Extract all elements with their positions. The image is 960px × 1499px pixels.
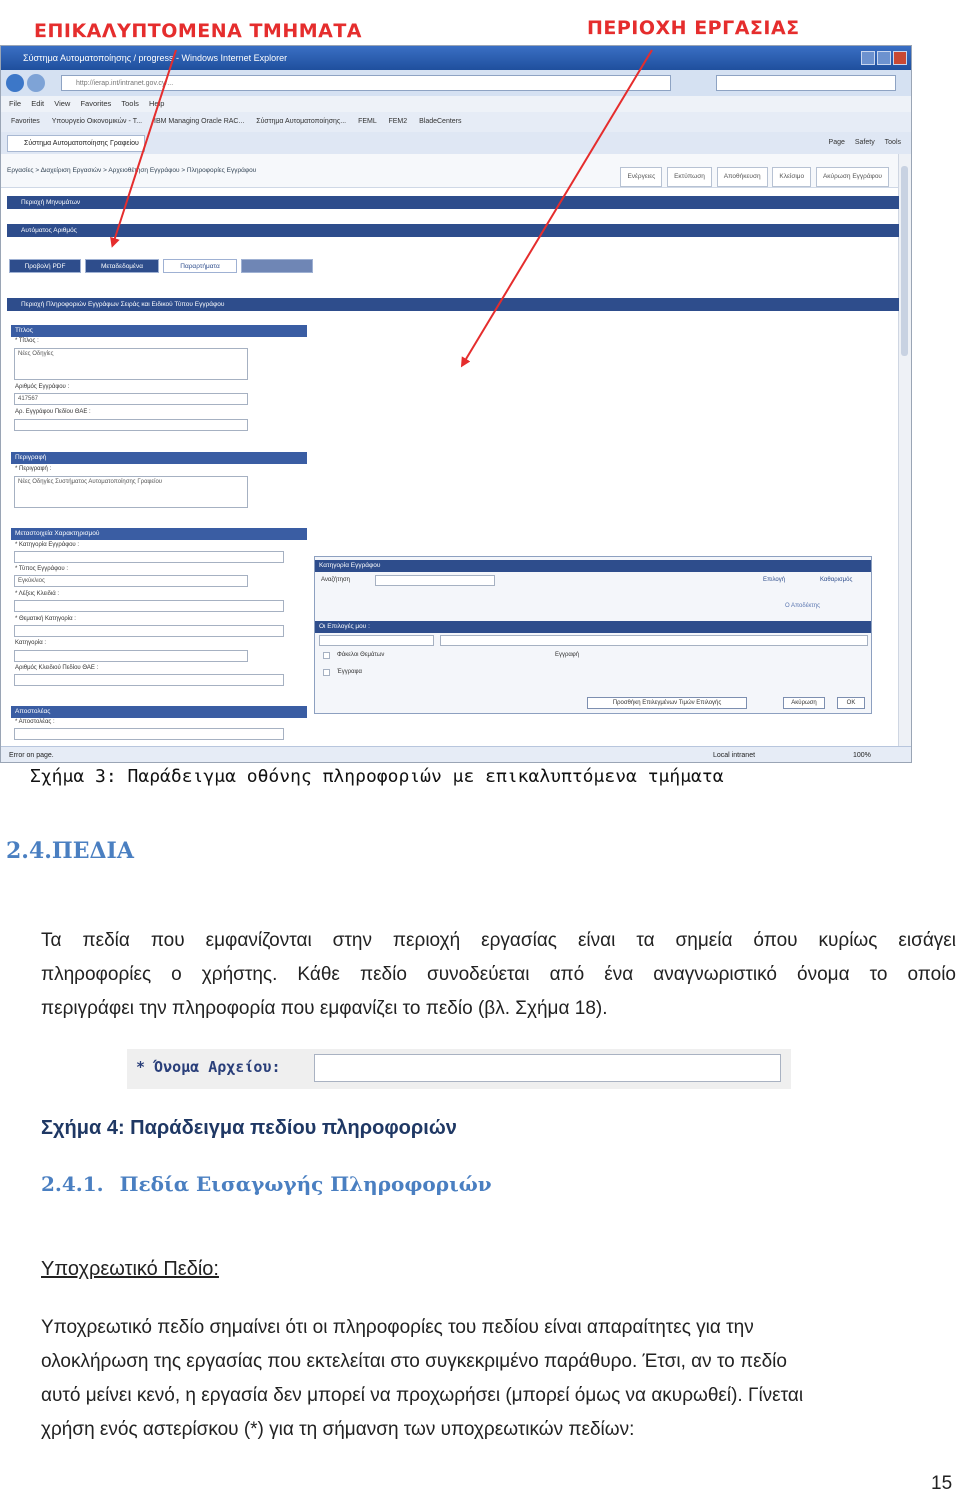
action-button[interactable]: Κλείσιμο [772,167,811,187]
popup-header: Κατηγορία Εγγράφου [315,560,871,572]
fav-item[interactable]: FEM2 [388,118,408,125]
figure-4-caption: Σχήμα 4: Παράδειγμα πεδίου πληροφοριών [41,1117,457,1139]
meta-label: * Λέξεις Κλειδιά : [15,591,60,597]
messages-bar[interactable]: Περιοχή Μηνυμάτων [7,196,899,209]
tools-menu[interactable]: Tools [884,139,901,146]
window-title: Σύστημα Αυτοματοποίησης / progress - Windows Internet Explorer [23,53,288,63]
action-button[interactable]: Ενέργειες [620,167,662,187]
menu-help[interactable]: Help [148,99,165,108]
action-button[interactable]: Εκτύπωση [667,167,712,187]
description-label: * Περιγραφή : [15,466,52,472]
browser-tab[interactable]: Σύστημα Αυτοματοποίησης Γραφείου [7,135,145,152]
popup-column-label: Εγγραφή [555,652,580,658]
paragraph-2 [41,1311,946,1447]
recipient-label: * Αποστολέας : [15,719,55,725]
status-error[interactable]: Error on page. [9,752,54,759]
serial-label: Αριθμός Εγγράφου : [15,384,70,390]
section-heading: 2.4.ΠΕΔΙΑ [6,838,134,864]
status-zone: Local intranet [713,752,756,759]
fav-item[interactable]: FEML [358,118,377,125]
description-field[interactable]: Νέες Οδηγίες Συστήματος Αυτοματοποίησης Γραφείου [14,476,248,508]
safety-menu[interactable]: Safety [854,139,875,146]
arrow-to-overlapping-sections [113,50,176,244]
meta-label: * Τύπος Εγγράφου : [15,566,68,572]
menu-view[interactable]: View [54,99,71,108]
page-menu[interactable]: Page [828,139,845,146]
paragraph-1 [41,924,956,1026]
subsection-heading [41,1172,492,1196]
checkbox-label: Έγγραφα [337,669,362,675]
annotation-overlapping-sections: ΕΠΙΚΑΛΥΠΤΟΜΕΝΑ ΤΜΗΜΑΤΑ [34,20,363,42]
checkbox-label: Φάκελοι Θεμάτων [337,652,385,658]
mandatory-heading: Υποχρεωτικό Πεδίο: [41,1258,219,1280]
address-field[interactable]: http://ierap.int/intranet.gov.cy/... [61,75,671,91]
paragraph-line: Υποχρεωτικό πεδίο σημαίνει ότι οι πληροφορίες του πεδίου είναι απαραίτητες για την [41,1317,754,1338]
meta-label: * Θεματική Κατηγορία : [15,616,76,622]
menu-favorites[interactable]: Favorites [80,99,112,108]
popup-link[interactable]: Καθαρισμός [820,577,853,583]
paragraph-line: Τα πεδία που εμφανίζονται στην περιοχή εργασίας είναι τα σημεία όπου κυρίως εισάγει [41,930,956,951]
section-metadata: Μεταστοιχεία Χαρακτηρισμού [11,528,307,540]
section-description: Περιγραφή [11,452,307,464]
popup-search-label: Αναζήτηση [321,577,350,583]
popup-header-2: Οι Επιλογές μου : [315,621,871,633]
example-field-input[interactable] [314,1054,781,1082]
fav-item[interactable]: Favorites [11,118,40,125]
ok-button[interactable]: ΟΚ [837,697,865,709]
popup-link[interactable]: Επιλογή [763,577,786,583]
popup-link[interactable]: Ο Αποδέκτης [785,603,821,609]
tab-attachments[interactable]: Παραρτήματα [163,259,237,273]
meta-label: Κατηγορία : [15,640,46,646]
action-button[interactable]: Ακύρωση Εγγράφου [816,167,889,187]
section-recipients: Αποστολέας [11,706,307,718]
serial-field[interactable]: 417567 [14,393,248,405]
cancel-button[interactable]: Ακύρωση [783,697,825,709]
arrow-to-work-area [463,50,652,364]
menu-tools[interactable]: Tools [121,99,139,108]
fav-item[interactable]: BladeCenters [419,118,462,125]
paragraph-line: αυτό μείνει κενό, η εργασία δεν μπορεί να προχωρήσει (μπορεί όμως να ακυρωθεί). Γίνεται [41,1385,804,1406]
auto-number-bar[interactable]: Αυτόματος Αριθμός [7,224,899,237]
meta-label: Αριθμός Κλειδιού Πεδίου ΘΑΕ : [15,665,99,671]
subsection-title: Πεδία Εισαγωγής Πληροφοριών [119,1172,492,1196]
example-field [127,1049,791,1089]
fav-item[interactable]: IBM Managing Oracle RAC... [154,118,245,125]
annotation-work-area: ΠΕΡΙΟΧΗ ΕΡΓΑΣΙΑΣ [587,17,800,39]
action-button[interactable]: Αποθήκευση [717,167,768,187]
fav-item[interactable]: Υπουργείο Οικονομικών - T... [51,118,143,125]
paragraph-line: περιγράφει την πληροφορία που εμφανίζει το πεδίο (βλ. Σχήμα 18). [41,998,608,1019]
paragraph-line: ολοκλήρωση της εργασίας που εκτελείται στο συγκεκριμένο παράθυρο. Έτσι, αν το πεδίο [41,1351,787,1372]
menu-file[interactable]: File [9,99,22,108]
paragraph-line: χρήση ενός αστερίσκου (*) για τη σήμανση των υποχρεωτικών πεδίων: [41,1419,635,1440]
ref-label: Αρ. Εγγράφου Πεδίου ΘΑΕ : [15,409,91,415]
fav-item[interactable]: Σύστημα Αυτοματοποίησης... [256,118,347,125]
meta-field[interactable]: Εγκύκλιος [14,575,248,587]
breadcrumb: Εργασίες > Διαχείριση Εργασιών > Αρχειοθέτηση Εγγράφου > Πληροφορίες Εγγράφου [7,167,257,174]
meta-label: * Κατηγορία Εγγράφου : [15,542,80,548]
title-field[interactable]: Νέες Οδηγίες [14,348,248,380]
menu-edit[interactable]: Edit [31,99,45,108]
info-area-bar[interactable]: Περιοχή Πληροφοριών Εγγράφων Σειράς και Ειδικού Τύπου Εγγράφου [7,298,899,311]
add-selected-button[interactable]: Προσθήκη Επιλεγμένων Τιμών Επιλογής [587,697,747,709]
section-title: Τίτλος [11,325,307,337]
subsection-number: 2.4.1. [41,1172,104,1196]
example-field-label: * Όνομα Αρχείου: [136,1058,281,1076]
tab-view-pdf[interactable]: Προβολή PDF [9,259,81,273]
tab-metadata[interactable]: Μεταδεδομένα [85,259,159,273]
page-number: 15 [931,1473,953,1494]
status-zoom[interactable]: 100% [853,752,871,759]
figure-3-caption: Σχήμα 3: Παράδειγμα οθόνης πληροφοριών με επικαλυπτόμενα τμήματα [30,766,724,787]
title-label: * Τίτλος : [15,338,39,344]
paragraph-line: πληροφορίες ο χρήστης. Κάθε πεδίο συνοδεύεται από ένα αναγνωριστικό όνομα το οποίο [41,964,956,985]
